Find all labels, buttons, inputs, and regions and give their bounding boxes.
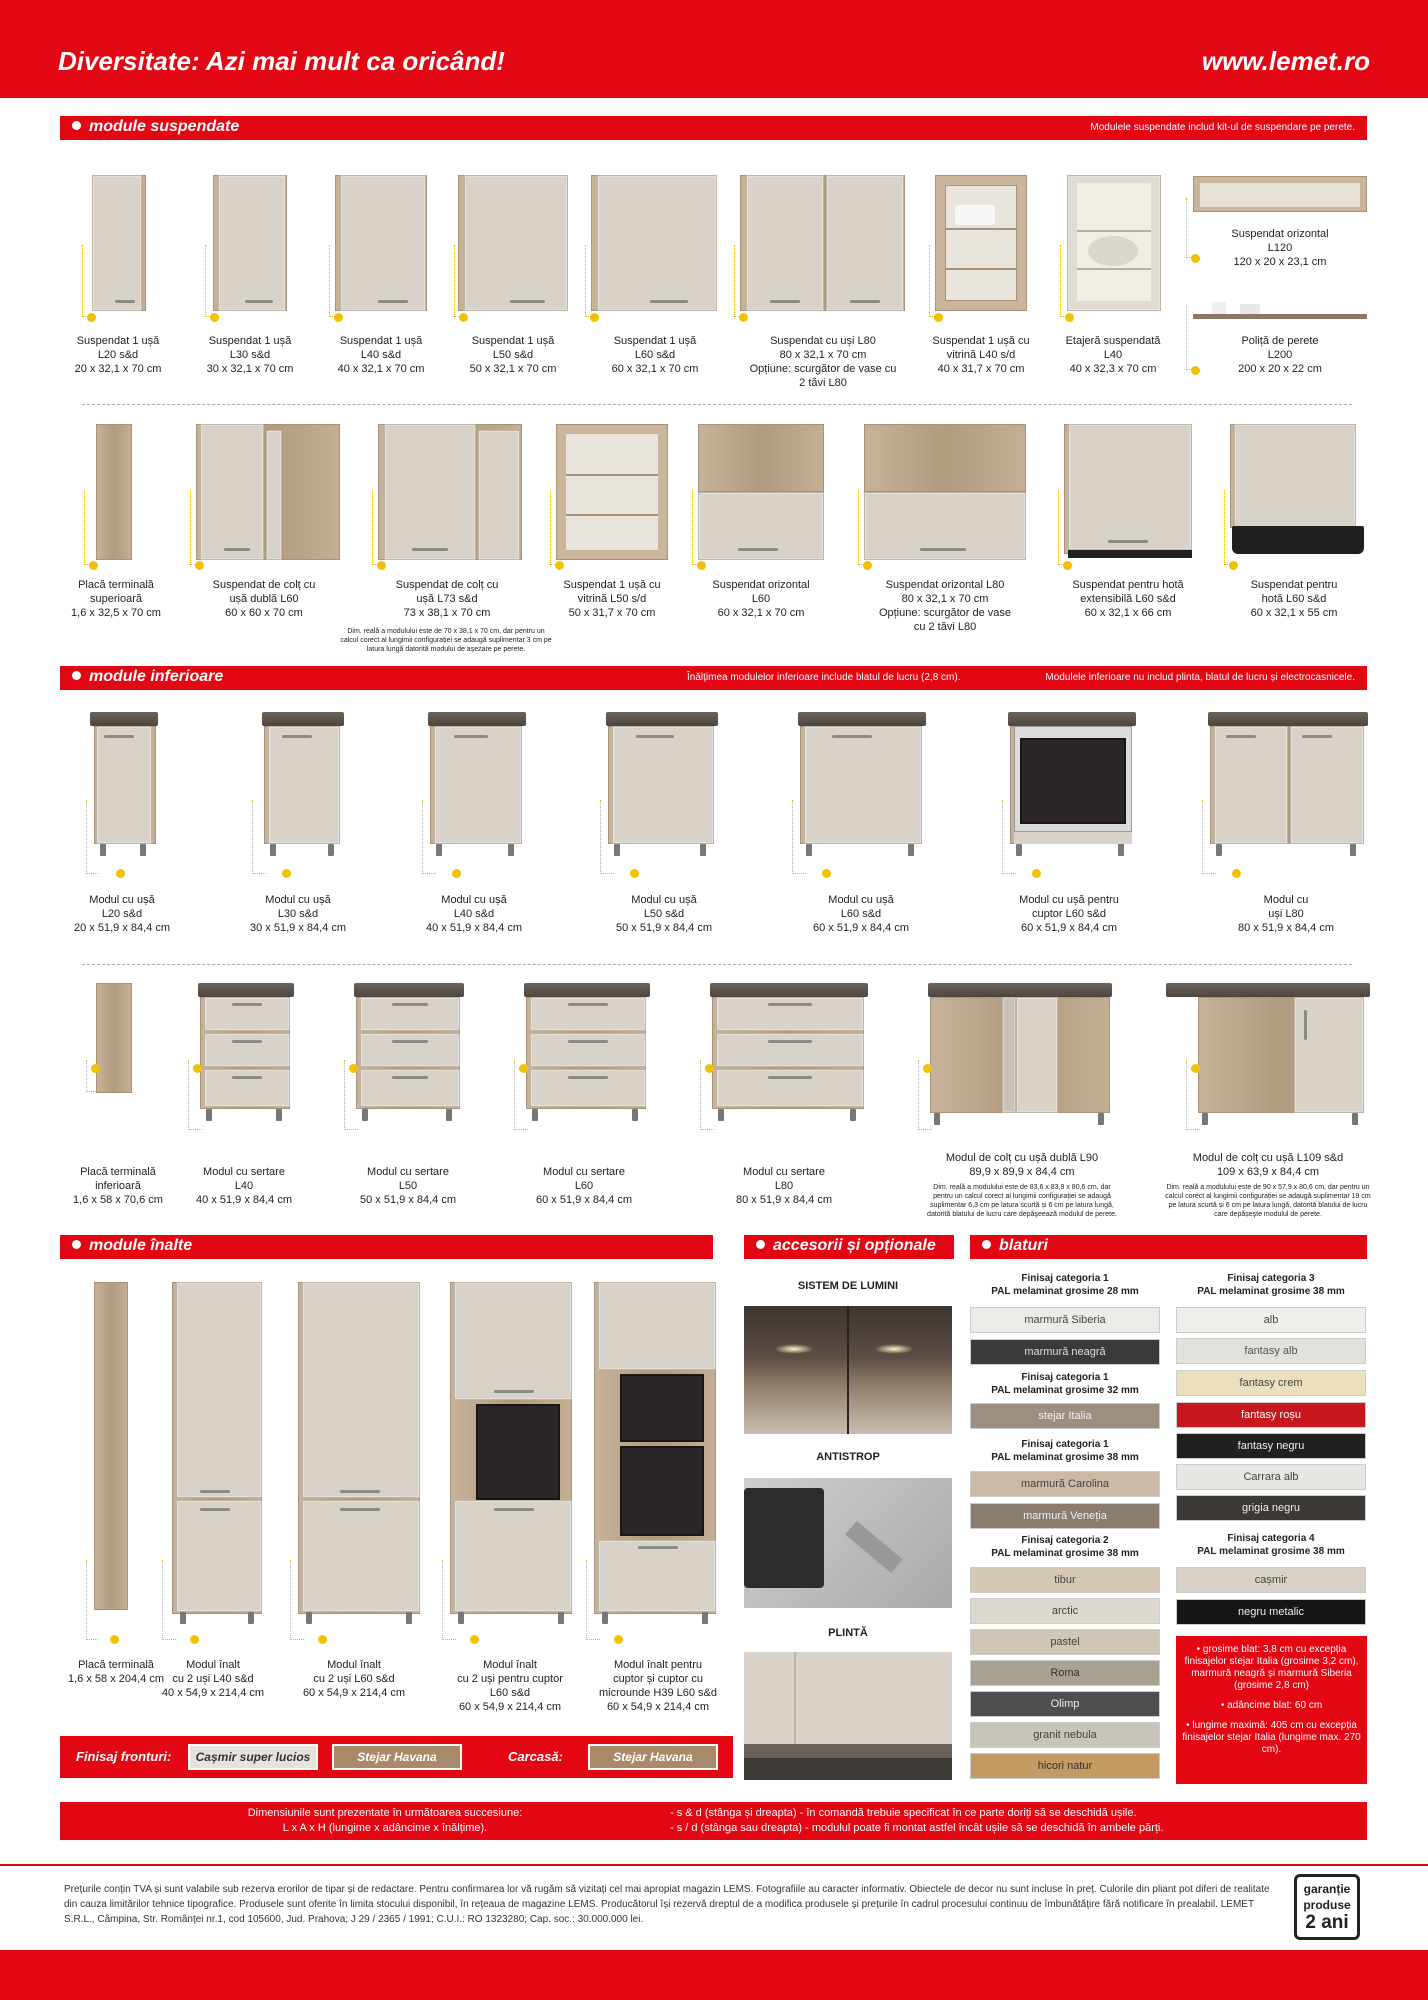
product-card[interactable]: Suspendat orizontal L120 120 x 20 x 23,1 cm <box>1231 228 1329 268</box>
worktop-cat2-38: Finisaj categoria 2 PAL melaminat grosime 38 mm <box>991 1535 1139 1559</box>
divider <box>82 404 1352 405</box>
product-card[interactable]: Modul înalt cu 2 uși pentru cuptor L60 s&d 60 x 54,9 x 214,4 cm <box>457 1659 563 1713</box>
product-card[interactable]: Modul de colț cu ușă L109 s&d 109 x 63,9 x 84,4 cm Dim. reală a modulului este de 90 x 57,9 x 80,6 cm, dar pentru un calcul corect al lungimii configurației se adaugă suplimentar 19 cm pe latura scurtă și 6 cm pe latura lungă, datorită blatului de lucru care depășeşte modulul de perete. <box>1165 1152 1371 1218</box>
worktop-cat1-32: Finisaj categoria 1 PAL melaminat grosime 32 mm <box>991 1372 1139 1396</box>
website-link[interactable]: www.lemet.ro <box>1201 46 1370 76</box>
carcass-label: Carcasă: <box>508 1749 563 1764</box>
product-card[interactable]: Suspendat 1 ușă L30 s&d 30 x 32,1 x 70 cm <box>206 335 294 375</box>
worktop-cat3-38: Finisaj categoria 3 PAL melaminat grosime 38 mm <box>1197 1273 1345 1297</box>
section-title: blaturi <box>982 1237 1048 1255</box>
section-bar-lower <box>60 666 1367 690</box>
product-card[interactable]: Modul cu ușă L20 s&d 20 x 51,9 x 84,4 cm <box>74 894 170 934</box>
section-title: accesorii și opționale <box>756 1237 936 1255</box>
worktop-swatch[interactable]: pastel <box>970 1629 1160 1655</box>
product-card[interactable]: Modul înalt pentru cuptor și cuptor cu microunde H39 L60 s&d 60 x 54,9 x 214,4 cm <box>598 1659 717 1713</box>
product-card[interactable]: Modul cu sertare L60 60 x 51,9 x 84,4 cm <box>536 1166 632 1206</box>
accessory-plinth-title: PLINTĂ <box>828 1627 868 1639</box>
slogan: Diversitate: Azi mai mult ca oricând! <box>58 46 505 76</box>
product-card[interactable]: Suspendat pentru hotă extensibilă L60 s&d 60 x 32,1 x 66 cm <box>1072 579 1184 619</box>
dimensions-s-or-d: - s / d (stânga sau dreapta) - modulul poate fi montat astfel încât ușile să se deschidă în ambele părți. <box>670 1822 1164 1834</box>
worktop-swatch[interactable]: alb <box>1176 1307 1366 1333</box>
worktop-swatch[interactable]: Roma <box>970 1660 1160 1686</box>
row2-footnote: Dim. reală a modulului este de 70 x 38,1 x 70 cm, dar pentru un calcul corect al lungimii configurației se adaugă suplimentar 3 cm pe latura lungă datorită modului de așezare pe perete. <box>340 628 552 653</box>
section-bar-accessories <box>744 1235 954 1259</box>
accessory-antistrop-title: ANTISTROP <box>816 1451 880 1463</box>
antistrop-photo <box>744 1478 952 1608</box>
section-bar-suspended <box>60 116 1367 140</box>
accessory-lights-title: SISTEM DE LUMINI <box>797 1280 899 1292</box>
product-card[interactable]: Modul cu ușă L50 s&d 50 x 51,9 x 84,4 cm <box>616 894 712 934</box>
worktop-swatch[interactable]: negru metalic <box>1176 1599 1366 1625</box>
product-card[interactable]: Modul înalt cu 2 uși L60 s&d 60 x 54,9 x 214,4 cm <box>302 1659 406 1699</box>
divider <box>82 964 1352 965</box>
product-card[interactable]: Placă terminală superioară 1,6 x 32,5 x 70 cm <box>71 579 161 619</box>
section-title: module înalte <box>72 1237 192 1255</box>
section-note: Modulele suspendate includ kit-ul de suspendare pe perete. <box>1090 122 1355 133</box>
section-title: module suspendate <box>72 118 239 136</box>
worktop-swatch[interactable]: stejar Italia <box>970 1403 1160 1429</box>
product-card[interactable]: Suspendat de colț cu ușă L73 s&d 73 x 38,1 x 70 cm <box>395 579 499 619</box>
section-note: Înălțimea modulelor inferioare include blatul de lucru (2,8 cm). <box>687 672 961 683</box>
worktop-swatch[interactable]: marmură neagră <box>970 1339 1160 1365</box>
product-card[interactable]: Modul cu uși L80 80 x 51,9 x 84,4 cm <box>1238 894 1334 934</box>
section-bar-tall <box>60 1235 713 1259</box>
front-finish-cashmere[interactable]: Cașmir super lucios <box>188 1744 318 1770</box>
product-card[interactable]: Suspendat pentru hotă L60 s&d 60 x 32,1 x 55 cm <box>1250 579 1338 619</box>
worktop-swatch[interactable]: fantasy crem <box>1176 1370 1366 1396</box>
worktop-swatch[interactable]: marmură Siberia <box>970 1307 1160 1333</box>
worktop-swatch[interactable]: marmură Carolina <box>970 1471 1160 1497</box>
dimensions-order: Dimensiunile sunt prezentate în următoarea succesiune: <box>247 1807 523 1819</box>
finish-label: Finisaj fronturi: <box>76 1749 172 1764</box>
worktop-cat1-38: Finisaj categoria 1 PAL melaminat grosime 38 mm <box>991 1439 1139 1463</box>
worktop-swatch[interactable]: hicori natur <box>970 1753 1160 1779</box>
finish-bar <box>60 1736 733 1778</box>
product-card[interactable]: Suspendat de colț cu ușă dublă L60 60 x 60 x 70 cm <box>212 579 316 619</box>
top-banner <box>0 0 1428 98</box>
worktop-swatch[interactable]: tibur <box>970 1567 1160 1593</box>
product-card[interactable]: Suspendat orizontal L60 60 x 32,1 x 70 cm <box>712 579 810 619</box>
product-card[interactable]: Suspendat 1 ușă L50 s&d 50 x 32,1 x 70 cm <box>469 335 557 375</box>
product-card[interactable]: Suspendat 1 ușă L40 s&d 40 x 32,1 x 70 cm <box>337 335 425 375</box>
product-card[interactable]: Modul cu ușă pentru cuptor L60 s&d 60 x 51,9 x 84,4 cm <box>1019 894 1119 934</box>
product-card[interactable]: Modul de colț cu ușă dublă L90 89,9 x 89,9 x 84,4 cm Dim. reală a modulului este de 83,6 x 83,9 x 80,6 cm, dar pentru un calcul corect al lungimii configurației se adaugă suplimentar 6,3 cm pe latura scurtă și 6 cm pe latura lungă, datorită blatului de lucru care depăşeează modulul de perete. <box>927 1152 1117 1218</box>
worktop-swatch[interactable]: fantasy alb <box>1176 1338 1366 1364</box>
footer-line <box>0 1864 1428 1866</box>
product-card[interactable]: Poliță de perete L200 200 x 20 x 22 cm <box>1238 335 1322 375</box>
dimensions-formula: L x A x H (lungime x adâncime x înălțime). <box>282 1822 488 1834</box>
worktop-swatch[interactable]: marmură Veneția <box>970 1503 1160 1529</box>
worktop-swatch[interactable]: arctic <box>970 1598 1160 1624</box>
worktop-swatch[interactable]: Olimp <box>970 1691 1160 1717</box>
product-card[interactable]: Modul cu sertare L50 50 x 51,9 x 84,4 cm <box>360 1166 456 1206</box>
worktop-cat1-28: Finisaj categoria 1 PAL melaminat grosime 28 mm <box>991 1273 1139 1297</box>
product-card[interactable]: Suspendat orizontal L80 80 x 32,1 x 70 cm Opțiune: scurgător de vase cu 2 tăvi L80 <box>878 579 1012 633</box>
dimensions-bar <box>60 1802 1367 1840</box>
lights-photo <box>744 1306 952 1434</box>
product-card[interactable]: Placă terminală inferioară 1,6 x 58 x 70,6 cm <box>73 1166 163 1206</box>
product-card[interactable]: Suspendat cu uși L80 80 x 32,1 x 70 cm Opțiune: scurgător de vase cu 2 tăvi L80 <box>749 335 897 389</box>
worktop-swatch[interactable]: cașmir <box>1176 1567 1366 1593</box>
worktop-swatch[interactable]: fantasy roșu <box>1176 1402 1366 1428</box>
plinth-photo <box>744 1652 952 1780</box>
worktop-cat4-38: Finisaj categoria 4 PAL melaminat grosime 38 mm <box>1197 1533 1345 1557</box>
product-card[interactable]: Suspendat 1 ușă L60 s&d 60 x 32,1 x 70 cm <box>611 335 699 375</box>
product-card[interactable]: Modul cu ușă L60 s&d 60 x 51,9 x 84,4 cm <box>813 894 909 934</box>
product-card[interactable]: Suspendat 1 ușă cu vitrină L40 s/d 40 x 31,7 x 70 cm <box>932 335 1030 375</box>
worktop-info-box: • grosime blat: 3,8 cm cu excepția finisajelor stejar Italia (grosime 3,2 cm), marmură neagră și marmură Siberia (grosime 2,8 cm) • adâncime blat: 60 cm • lungime maximă: 405 cm cu excepția finisajelor stejar Italia (lungime max. 270 cm). <box>1176 1636 1367 1784</box>
worktop-swatch[interactable]: grigia negru <box>1176 1495 1366 1521</box>
footer-disclaimer: Prețurile conțin TVA și sunt valabile sub rezerva erorilor de tipar și de redactare. Pentru confirmarea lor vă rugăm să vizitați cel mai apropiat magazin LEMS. Fotografiile au caracter informativ. Obiectele de decor nu sunt incluse în preț. Culorile din pliant pot diferi de realitate din cauza limitărilor tehnice tipografice. Produsele sunt oferite în limita stocului disponibil, în rețeaua de magazine LEMS. Producătorul își rezervă dreptul de a modifica produsele și prețurile în cadrul procesului continuu de îmbunătățire fără notificare în prealabil. LEMET S.R.L., Câmpina, Str. Românței nr.1, cod 105600, Jud. Prahova; J 29 / 2365 / 1991; C.U.I.: RO 1323280; Cap. soc.: 30.000.000 lei. <box>64 1884 1270 1925</box>
section-title: module inferioare <box>72 668 223 686</box>
product-card[interactable]: Modul cu sertare L80 80 x 51,9 x 84,4 cm <box>736 1166 832 1206</box>
dimensions-sd: - s & d (stânga și dreapta) - în comandă trebuie specificat în ce parte doriți să se deschidă ușile. <box>670 1807 1137 1819</box>
section-note: Modulele inferioare nu includ plinta, blatul de lucru și electrocasnicele. <box>1045 672 1355 683</box>
product-card[interactable]: Modul cu ușă L40 s&d 40 x 51,9 x 84,4 cm <box>426 894 522 934</box>
front-finish-oak[interactable]: Stejar Havana <box>332 1744 462 1770</box>
worktop-swatch[interactable]: granit nebula <box>970 1722 1160 1748</box>
warranty-badge: garanție produse 2 ani <box>1294 1874 1360 1940</box>
product-card[interactable]: Suspendat 1 ușă L20 s&d 20 x 32,1 x 70 cm <box>74 335 162 375</box>
product-card[interactable]: Modul cu sertare L40 40 x 51,9 x 84,4 cm <box>196 1166 292 1206</box>
carcass-finish-oak[interactable]: Stejar Havana <box>588 1744 718 1770</box>
product-card[interactable]: Placă terminală 1,6 x 58 x 204,4 cm <box>68 1659 164 1685</box>
product-card[interactable]: Etajeră suspendată L40 40 x 32,3 x 70 cm <box>1065 335 1161 375</box>
product-card[interactable]: Modul înalt cu 2 uși L40 s&d 40 x 54,9 x 214,4 cm <box>161 1659 265 1699</box>
section-bar-worktops <box>970 1235 1367 1259</box>
worktop-swatch[interactable]: Carrara alb <box>1176 1464 1366 1490</box>
product-card[interactable]: Suspendat 1 ușă cu vitrină L50 s/d 50 x 31,7 x 70 cm <box>563 579 661 619</box>
product-card[interactable]: Modul cu ușă L30 s&d 30 x 51,9 x 84,4 cm <box>250 894 346 934</box>
bottom-band <box>0 1950 1428 2000</box>
worktop-swatch[interactable]: fantasy negru <box>1176 1433 1366 1459</box>
